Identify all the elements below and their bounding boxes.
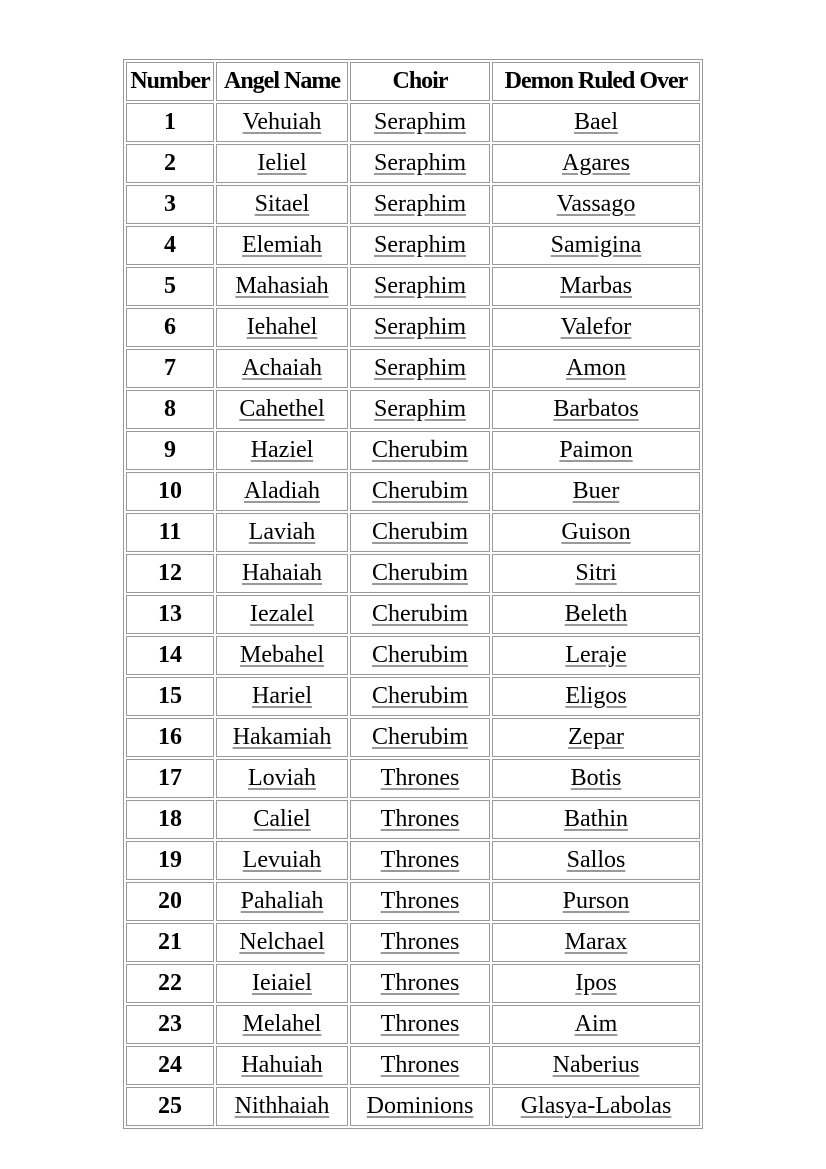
demon-link[interactable]: Agares	[562, 150, 630, 176]
cell-choir	[350, 718, 490, 757]
row-number: 15	[126, 677, 214, 716]
cell-angel	[216, 677, 348, 716]
choir-link[interactable]: Thrones	[380, 929, 460, 955]
demon-link[interactable]: Amon	[566, 355, 626, 381]
angel-table	[123, 59, 703, 1129]
demon-link[interactable]: Samigina	[550, 232, 642, 258]
cell-angel	[216, 226, 348, 265]
table-row	[126, 103, 700, 142]
cell-angel	[216, 103, 348, 142]
header-choir: Choir	[350, 62, 490, 101]
cell-choir	[350, 841, 490, 880]
cell-choir	[350, 144, 490, 183]
cell-demon	[492, 677, 700, 716]
choir-link[interactable]: Thrones	[380, 765, 460, 791]
choir-link[interactable]: Seraphim	[374, 396, 466, 422]
row-number: 5	[126, 267, 214, 306]
row-number: 20	[126, 882, 214, 921]
row-number: 6	[126, 308, 214, 347]
angel-name-link[interactable]: Hakamiah	[232, 724, 332, 750]
header-angel-name: Angel Name	[216, 62, 348, 101]
angel-name-link[interactable]: Laviah	[248, 519, 316, 545]
cell-demon	[492, 308, 700, 347]
table-row	[126, 841, 700, 880]
choir-link[interactable]: Seraphim	[374, 355, 466, 381]
demon-link[interactable]: Sitri	[575, 560, 617, 586]
row-number: 13	[126, 595, 214, 634]
cell-demon	[492, 964, 700, 1003]
choir-link[interactable]: Thrones	[380, 1052, 460, 1078]
cell-angel	[216, 1005, 348, 1044]
cell-demon	[492, 390, 700, 429]
row-number: 7	[126, 349, 214, 388]
cell-angel	[216, 759, 348, 798]
cell-angel	[216, 1087, 348, 1126]
row-number: 2	[126, 144, 214, 183]
angel-name-link[interactable]: Cahethel	[239, 396, 325, 422]
cell-angel	[216, 923, 348, 962]
demon-link[interactable]: Naberius	[552, 1052, 640, 1078]
table-row	[126, 267, 700, 306]
row-number: 12	[126, 554, 214, 593]
row-number: 4	[126, 226, 214, 265]
choir-link[interactable]: Seraphim	[374, 150, 466, 176]
choir-link[interactable]: Thrones	[380, 888, 460, 914]
table-row	[126, 554, 700, 593]
angel-name-link[interactable]: Ieiaiel	[252, 970, 312, 996]
choir-link[interactable]: Thrones	[380, 847, 460, 873]
demon-link[interactable]: Aim	[574, 1011, 618, 1037]
cell-angel	[216, 882, 348, 921]
demon-link[interactable]: Ipos	[575, 970, 617, 996]
table-row	[126, 1046, 700, 1085]
choir-link[interactable]: Cherubim	[372, 724, 468, 750]
table-row	[126, 308, 700, 347]
choir-link[interactable]: Seraphim	[374, 273, 466, 299]
cell-demon	[492, 1046, 700, 1085]
choir-link[interactable]: Thrones	[380, 1011, 460, 1037]
choir-link[interactable]: Seraphim	[374, 314, 466, 340]
angel-name-link[interactable]: Caliel	[253, 806, 311, 832]
demon-link[interactable]: Leraje	[565, 642, 627, 668]
cell-choir	[350, 636, 490, 675]
demon-link[interactable]: Paimon	[559, 437, 633, 463]
choir-link[interactable]: Cherubim	[372, 519, 468, 545]
demon-link[interactable]: Sallos	[566, 847, 626, 873]
angel-name-link[interactable]: Nelchael	[239, 929, 325, 955]
choir-link[interactable]: Thrones	[380, 806, 460, 832]
cell-angel	[216, 431, 348, 470]
angel-name-link[interactable]: Ieliel	[257, 150, 307, 176]
header-number: Number	[126, 62, 214, 101]
cell-demon	[492, 800, 700, 839]
row-number: 11	[126, 513, 214, 552]
row-number: 18	[126, 800, 214, 839]
cell-choir	[350, 800, 490, 839]
choir-link[interactable]: Thrones	[380, 970, 460, 996]
cell-choir	[350, 923, 490, 962]
demon-link[interactable]: Marax	[564, 929, 628, 955]
cell-demon	[492, 349, 700, 388]
angel-name-link[interactable]: Iehahel	[246, 314, 318, 340]
cell-demon	[492, 1005, 700, 1044]
angel-name-link[interactable]: Melahel	[242, 1011, 322, 1037]
table-row	[126, 1005, 700, 1044]
angel-name-link[interactable]: Aladiah	[244, 478, 320, 504]
demon-link[interactable]: Botis	[570, 765, 622, 791]
demon-link[interactable]: Bathin	[564, 806, 628, 832]
choir-link[interactable]: Cherubim	[372, 478, 468, 504]
cell-angel	[216, 800, 348, 839]
cell-angel	[216, 267, 348, 306]
choir-link[interactable]: Cherubim	[372, 560, 468, 586]
cell-angel	[216, 308, 348, 347]
cell-choir	[350, 595, 490, 634]
cell-angel	[216, 1046, 348, 1085]
choir-link[interactable]: Seraphim	[374, 191, 466, 217]
cell-angel	[216, 349, 348, 388]
demon-link[interactable]: Glasya-Labolas	[520, 1093, 672, 1119]
cell-choir	[350, 349, 490, 388]
demon-link[interactable]: Guison	[561, 519, 631, 545]
cell-angel	[216, 718, 348, 757]
row-number: 3	[126, 185, 214, 224]
cell-angel	[216, 595, 348, 634]
choir-link[interactable]: Cherubim	[372, 683, 468, 709]
row-number: 10	[126, 472, 214, 511]
cell-choir	[350, 964, 490, 1003]
cell-demon	[492, 431, 700, 470]
table-row	[126, 718, 700, 757]
demon-link[interactable]: Beleth	[564, 601, 628, 627]
table-row	[126, 431, 700, 470]
cell-choir	[350, 308, 490, 347]
choir-link[interactable]: Cherubim	[372, 437, 468, 463]
cell-angel	[216, 964, 348, 1003]
row-number: 14	[126, 636, 214, 675]
cell-choir	[350, 677, 490, 716]
cell-demon	[492, 923, 700, 962]
cell-angel	[216, 185, 348, 224]
cell-choir	[350, 390, 490, 429]
row-number: 24	[126, 1046, 214, 1085]
angel-name-link[interactable]: Sitael	[254, 191, 310, 217]
cell-demon	[492, 1087, 700, 1126]
table-row	[126, 349, 700, 388]
cell-demon	[492, 718, 700, 757]
table-row	[126, 800, 700, 839]
cell-choir	[350, 185, 490, 224]
cell-demon	[492, 472, 700, 511]
cell-choir	[350, 759, 490, 798]
header-demon-ruled-over: Demon Ruled Over	[492, 62, 700, 101]
cell-choir	[350, 554, 490, 593]
cell-choir	[350, 226, 490, 265]
cell-demon	[492, 226, 700, 265]
demon-link[interactable]: Valefor	[560, 314, 632, 340]
row-number: 17	[126, 759, 214, 798]
angel-name-link[interactable]: Hahuiah	[241, 1052, 323, 1078]
table-row	[126, 595, 700, 634]
cell-demon	[492, 636, 700, 675]
demon-link[interactable]: Eligos	[565, 683, 627, 709]
cell-demon	[492, 144, 700, 183]
choir-link[interactable]: Dominions	[366, 1093, 474, 1119]
row-number: 21	[126, 923, 214, 962]
angel-name-link[interactable]: Hahaiah	[242, 560, 322, 586]
demon-link[interactable]: Zepar	[568, 724, 624, 750]
table-row	[126, 759, 700, 798]
table-row	[126, 185, 700, 224]
row-number: 9	[126, 431, 214, 470]
angel-name-link[interactable]: Achaiah	[242, 355, 322, 381]
cell-demon	[492, 759, 700, 798]
angel-name-link[interactable]: Elemiah	[242, 232, 322, 258]
row-number: 23	[126, 1005, 214, 1044]
choir-link[interactable]: Seraphim	[374, 232, 466, 258]
demon-link[interactable]: Vassago	[556, 191, 636, 217]
choir-link[interactable]: Cherubim	[372, 642, 468, 668]
table-row	[126, 964, 700, 1003]
table-row	[126, 472, 700, 511]
angel-name-link[interactable]: Mahasiah	[235, 273, 329, 299]
cell-choir	[350, 1046, 490, 1085]
row-number: 22	[126, 964, 214, 1003]
cell-demon	[492, 513, 700, 552]
cell-angel	[216, 390, 348, 429]
angel-name-link[interactable]: Loviah	[248, 765, 316, 791]
choir-link[interactable]: Cherubim	[372, 601, 468, 627]
cell-choir	[350, 472, 490, 511]
angel-name-link[interactable]: Haziel	[250, 437, 314, 463]
cell-demon	[492, 103, 700, 142]
cell-demon	[492, 595, 700, 634]
demon-link[interactable]: Purson	[562, 888, 630, 914]
cell-angel	[216, 472, 348, 511]
cell-demon	[492, 841, 700, 880]
angel-name-link[interactable]: Vehuiah	[242, 109, 322, 135]
cell-demon	[492, 882, 700, 921]
cell-choir	[350, 513, 490, 552]
demon-link[interactable]: Bael	[574, 109, 618, 135]
table-row	[126, 1087, 700, 1126]
cell-angel	[216, 513, 348, 552]
row-number: 16	[126, 718, 214, 757]
row-number: 25	[126, 1087, 214, 1126]
table-row	[126, 636, 700, 675]
cell-demon	[492, 267, 700, 306]
cell-choir	[350, 103, 490, 142]
angel-table-container	[123, 59, 703, 1129]
row-number: 8	[126, 390, 214, 429]
angel-name-link[interactable]: Mebahel	[240, 642, 324, 668]
cell-angel	[216, 144, 348, 183]
table-row	[126, 677, 700, 716]
angel-name-link[interactable]: Nithhaiah	[234, 1093, 330, 1119]
cell-choir	[350, 431, 490, 470]
cell-choir	[350, 882, 490, 921]
demon-link[interactable]: Barbatos	[553, 396, 639, 422]
choir-link[interactable]: Seraphim	[374, 109, 466, 135]
table-row	[126, 144, 700, 183]
cell-demon	[492, 185, 700, 224]
cell-choir	[350, 267, 490, 306]
table-row	[126, 923, 700, 962]
angel-name-link[interactable]: Hariel	[252, 683, 312, 709]
cell-angel	[216, 554, 348, 593]
cell-demon	[492, 554, 700, 593]
table-header-row	[126, 62, 700, 101]
angel-name-link[interactable]: Pahaliah	[240, 888, 324, 914]
cell-choir	[350, 1005, 490, 1044]
angel-name-link[interactable]: Iezalel	[250, 601, 314, 627]
row-number: 1	[126, 103, 214, 142]
demon-link[interactable]: Marbas	[560, 273, 632, 299]
cell-angel	[216, 636, 348, 675]
table-body	[126, 103, 700, 1126]
cell-angel	[216, 841, 348, 880]
table-row	[126, 390, 700, 429]
cell-choir	[350, 1087, 490, 1126]
table-row	[126, 882, 700, 921]
table-row	[126, 226, 700, 265]
table-row	[126, 513, 700, 552]
demon-link[interactable]: Buer	[572, 478, 620, 504]
angel-name-link[interactable]: Levuiah	[242, 847, 322, 873]
row-number: 19	[126, 841, 214, 880]
